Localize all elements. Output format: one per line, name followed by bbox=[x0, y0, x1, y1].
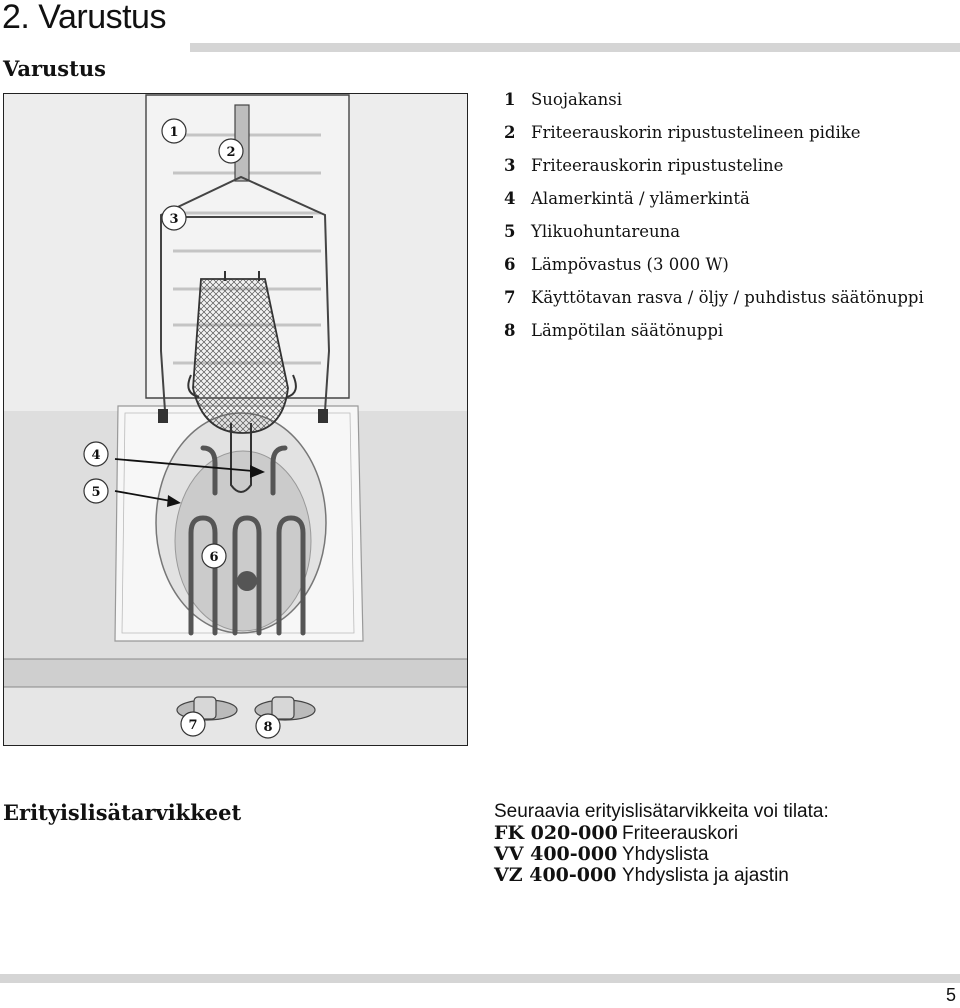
legend-item bbox=[504, 321, 924, 354]
accessories-title: Erityislisätarvikkeet bbox=[3, 800, 242, 825]
legend-item-label: Käyttötavan rasva / öljy / puhdistus säätönuppi bbox=[531, 288, 924, 307]
legend-item-label: Friteerauskorin ripustusteline bbox=[531, 156, 784, 175]
figure-label-6: 6 bbox=[209, 550, 219, 565]
legend-item-number: 5 bbox=[504, 222, 516, 241]
legend-item-label: Lämpötilan säätönuppi bbox=[531, 321, 724, 340]
legend-item-number: 6 bbox=[504, 255, 516, 274]
legend-item-number: 8 bbox=[504, 321, 516, 340]
accessory-code: VZ 400-000 bbox=[494, 864, 617, 886]
legend-item bbox=[504, 156, 924, 189]
accessories-table bbox=[494, 823, 789, 886]
figure-label-2: 2 bbox=[226, 145, 236, 160]
accessory-code: FK 020-000 bbox=[494, 822, 618, 844]
legend-item-number: 1 bbox=[504, 90, 516, 109]
figure-label-8: 8 bbox=[263, 720, 273, 735]
accessory-name: Yhdyslista ja ajastin bbox=[622, 865, 789, 886]
legend-item-number: 7 bbox=[504, 288, 516, 307]
accessories-intro: Seuraavia erityislisätarvikkeita voi tilata: bbox=[494, 801, 829, 822]
legend-item-label: Lämpövastus (3 000 W) bbox=[531, 255, 729, 274]
page-number: 5 bbox=[945, 985, 956, 1005]
figure-label-1: 1 bbox=[169, 125, 179, 140]
accessory-code: VV 400-000 bbox=[494, 843, 618, 865]
legend-item-number: 4 bbox=[504, 189, 516, 208]
legend-item bbox=[504, 189, 924, 222]
legend-item-label: Suojakansi bbox=[531, 90, 623, 109]
accessory-row bbox=[494, 844, 789, 865]
legend-item bbox=[504, 123, 924, 156]
header-rule bbox=[190, 43, 960, 52]
accessory-row bbox=[494, 823, 789, 844]
figure-label-5: 5 bbox=[91, 485, 101, 500]
accessory-name: Friteerauskori bbox=[622, 823, 739, 844]
legend-item bbox=[504, 255, 924, 288]
legend-item bbox=[504, 90, 924, 123]
legend-item-number: 3 bbox=[504, 156, 516, 175]
accessory-name: Yhdyslista bbox=[622, 844, 709, 865]
appliance-illustration bbox=[3, 93, 468, 746]
figure-label-7: 7 bbox=[188, 718, 198, 733]
chapter-title: 2. Varustus bbox=[2, 0, 166, 36]
figure-label-4: 4 bbox=[91, 448, 101, 463]
figure-label-3: 3 bbox=[169, 212, 179, 227]
legend-item-label: Ylikuohuntareuna bbox=[531, 222, 681, 241]
legend-item-number: 2 bbox=[504, 123, 516, 142]
section-title: Varustus bbox=[3, 56, 106, 81]
footer-rule bbox=[0, 974, 960, 983]
equipment-legend bbox=[504, 90, 924, 354]
legend-item-label: Alamerkintä / ylämerkintä bbox=[531, 189, 750, 208]
legend-item bbox=[504, 222, 924, 255]
legend-item bbox=[504, 288, 924, 321]
accessory-row bbox=[494, 865, 789, 886]
legend-item-label: Friteerauskorin ripustustelineen pidike bbox=[531, 123, 861, 142]
